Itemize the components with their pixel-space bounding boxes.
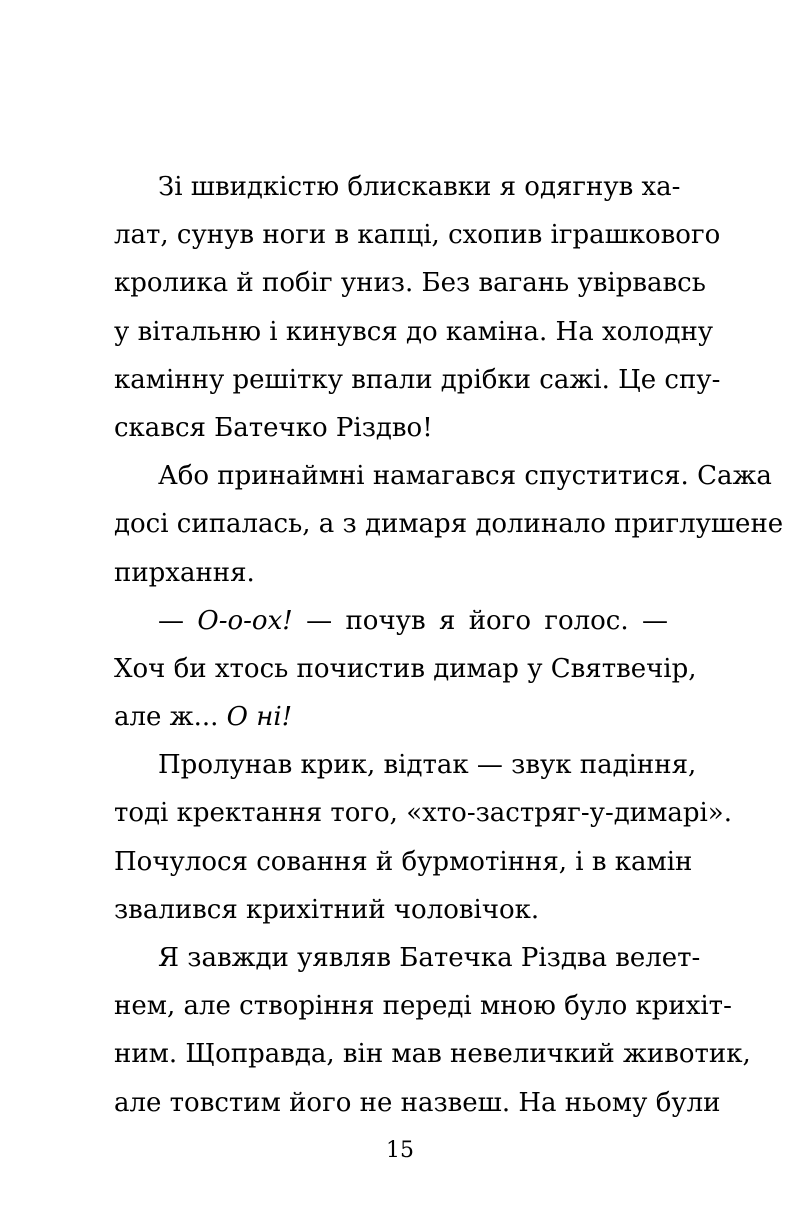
text-line: нем, але створіння переді мною було крихіт- xyxy=(114,991,732,1022)
text-line: Почулося совання й бурмотіння, і в камін xyxy=(114,846,693,877)
text-line: Я завжди уявляв Батечка Різдва велет- xyxy=(158,943,701,973)
paragraph-1 xyxy=(114,163,721,452)
text-line: звалився крихітний чоловічок. xyxy=(114,894,540,925)
text-line: ним. Щоправда, він мав невеличкий животик, xyxy=(114,1039,751,1070)
page-number: 15 xyxy=(386,1138,414,1163)
dialogue-rest: — почув я його голос. — xyxy=(306,605,669,636)
paragraph-4 xyxy=(114,741,732,934)
text-line: Зі швидкістю блискавки я одягнув ха- xyxy=(158,172,681,202)
exclamation-italic: О-о-ох! xyxy=(197,605,293,636)
exclamation-italic: О ні! xyxy=(226,702,293,733)
paragraph-2 xyxy=(114,452,784,597)
text-line: кролика й побіг униз. Без вагань увірвавсь xyxy=(114,268,706,299)
body-text xyxy=(114,163,784,1127)
text-line: досі сипалась, а з димаря долинало приглушене xyxy=(114,509,784,540)
text-line: пирхання. xyxy=(114,557,255,588)
text-line: але товстим його не назвеш. На ньому були xyxy=(114,1087,721,1118)
dialogue-plain: але ж... xyxy=(114,702,219,733)
text-line: у вітальню і кинувся до каміна. На холодну xyxy=(114,316,714,347)
paragraph-5 xyxy=(114,934,751,1127)
text-line: тоді кректання того, «хто-застряг-у-димарі». xyxy=(114,798,732,829)
text-line: камінну решітку впали дрібки сажі. Це спу- xyxy=(114,364,721,395)
text-line: Хоч би хтось почистив димар у Святвечір, xyxy=(114,653,697,684)
text-line: Пролунав крик, відтак — звук падіння, xyxy=(158,750,697,781)
text-line: скався Батечко Різдво! xyxy=(114,412,433,443)
dialogue-line xyxy=(114,597,668,645)
paragraph-3-dialogue xyxy=(114,597,697,742)
text-line: Або принаймні намагався спуститися. Сажа xyxy=(158,461,772,492)
text-line: лат, сунув ноги в капці, схопив іграшкового xyxy=(114,220,721,251)
em-dash: — xyxy=(158,605,184,636)
dialogue-line-end xyxy=(114,693,668,741)
